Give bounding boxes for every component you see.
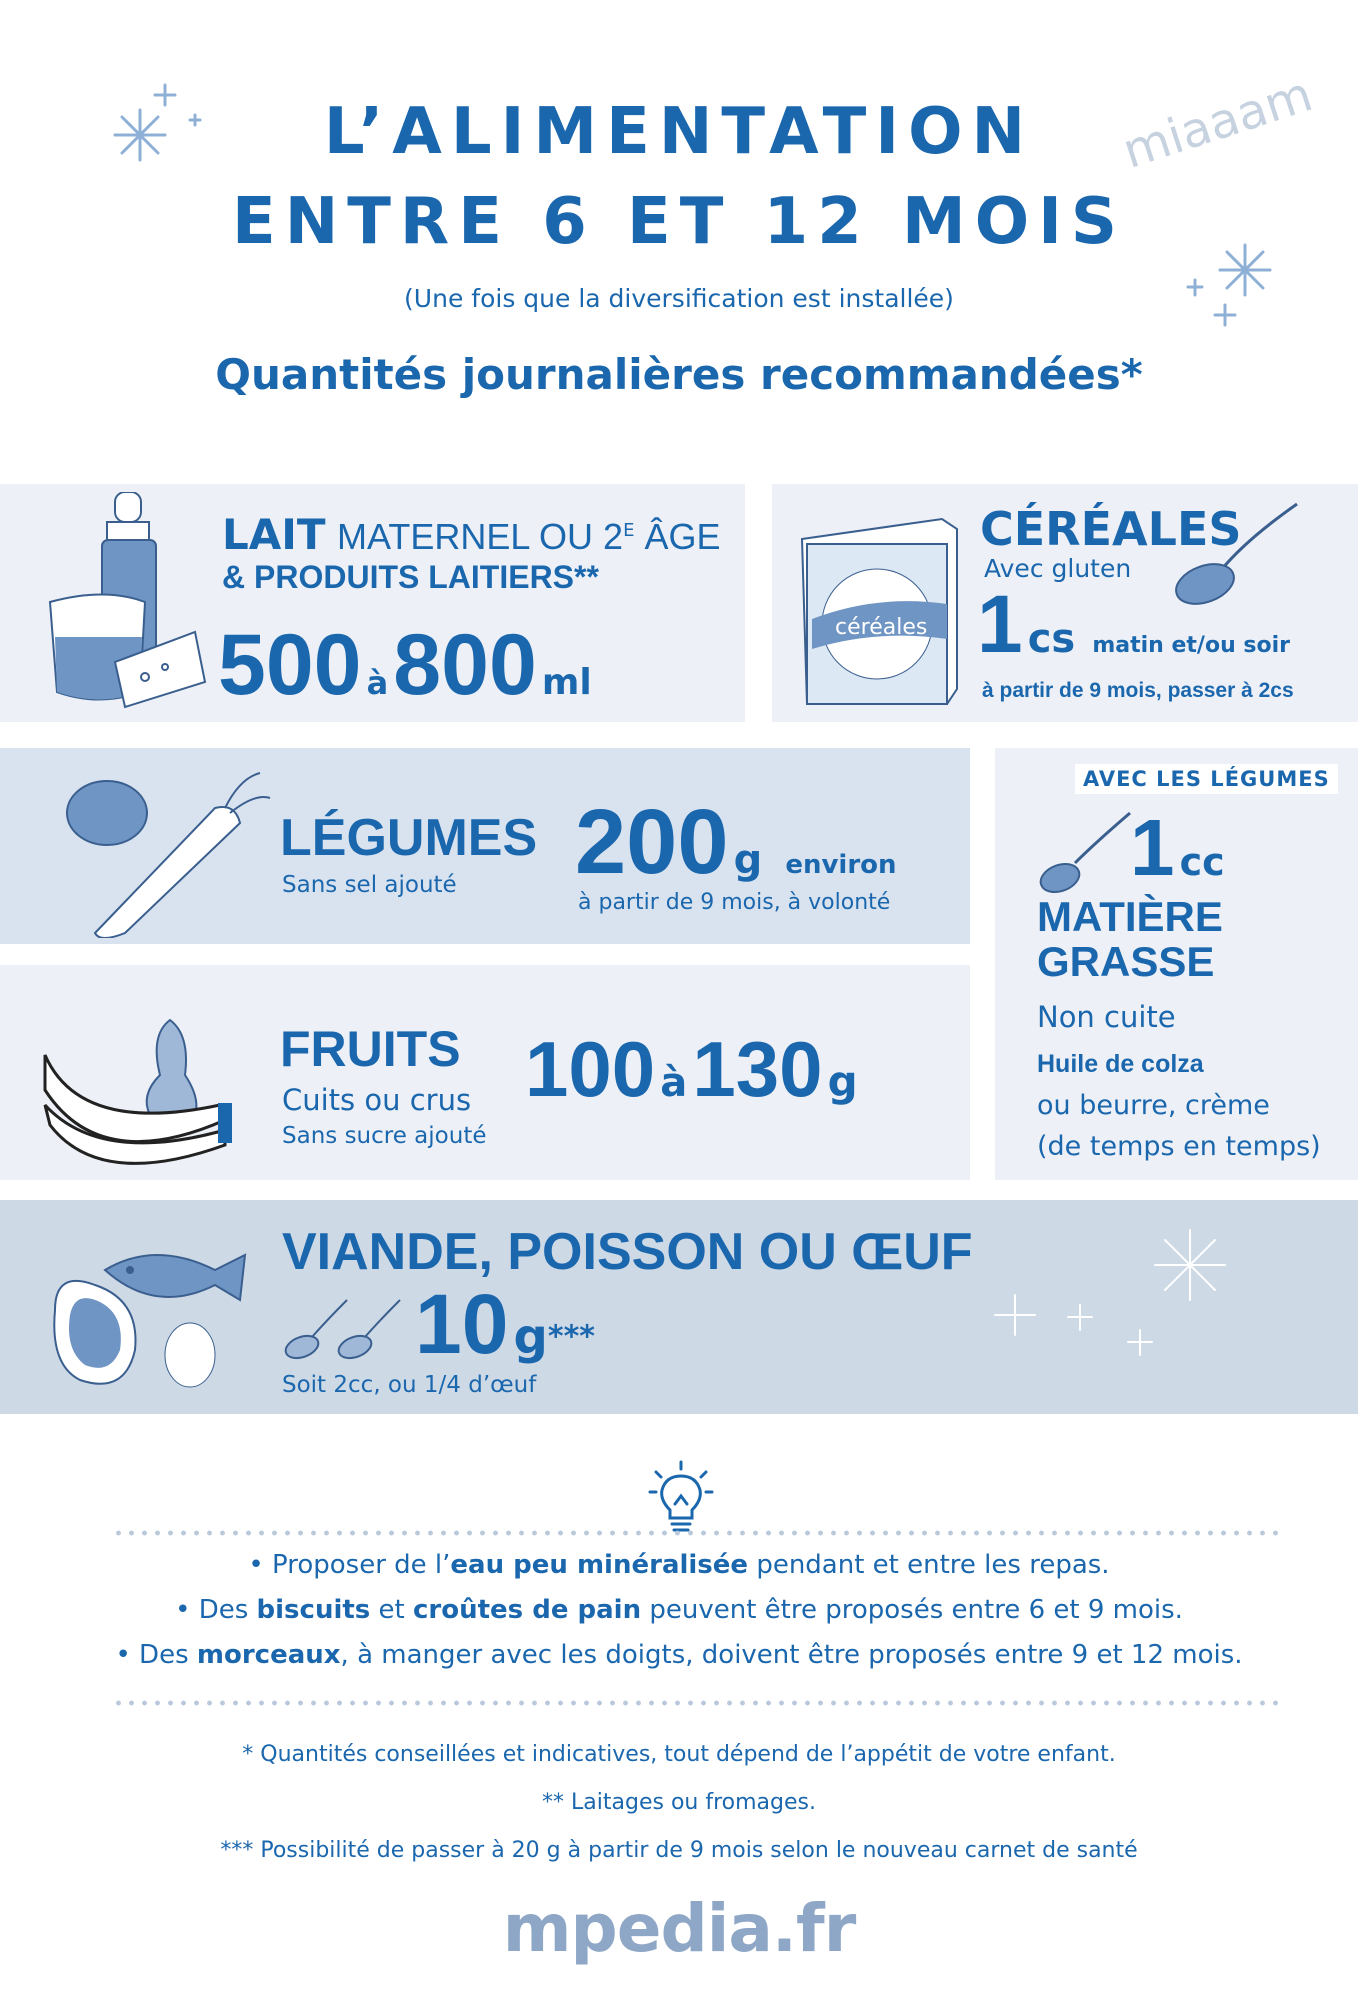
legumes-panel — [0, 748, 970, 944]
footnote-2: ** Laitages ou fromages. — [542, 1790, 816, 1815]
lait-quantity — [218, 617, 592, 713]
tip-3-pre: • Des — [115, 1640, 197, 1670]
carrot-tomato-icon — [65, 768, 275, 938]
cereales-unit: cs — [1027, 616, 1076, 662]
mpedia-logo[interactable]: mpedia.fr — [502, 1890, 856, 1967]
cereales-qty: 1 — [977, 579, 1023, 670]
viande-qty: 10 — [415, 1277, 509, 1371]
lait-label-sup: E — [623, 520, 635, 541]
tip-2-pre: • Des — [175, 1595, 257, 1625]
tip-2-bold2: croûtes de pain — [413, 1595, 642, 1625]
legumes-title: LÉGUMES — [280, 809, 538, 867]
tip-2-mid: et — [370, 1595, 414, 1625]
matiere-unit: cc — [1179, 840, 1225, 884]
cereales-when: matin et/ou soir — [1092, 633, 1290, 658]
tip-2-post: peuvent être proposés entre 6 et 9 mois. — [641, 1595, 1183, 1625]
fruits-quantity — [525, 1025, 858, 1113]
divider-bottom — [112, 1700, 1282, 1706]
section-heading: Quantités journalières recommandées* — [215, 350, 1143, 399]
matiere-line2: Huile de colza — [1037, 1050, 1204, 1078]
tip-3 — [0, 1640, 1358, 1670]
matiere-quantity — [1130, 803, 1225, 892]
viande-note: Soit 2cc, ou 1/4 d’œuf — [282, 1372, 537, 1398]
divider-top — [112, 1530, 1282, 1536]
matiere-title2: GRASSE — [1037, 938, 1215, 985]
footnote-3: *** Possibilité de passer à 20 g à partir de 9 mois selon le nouveau carnet de santé — [220, 1838, 1138, 1863]
tip-2 — [0, 1595, 1358, 1625]
matiere-qty: 1 — [1130, 803, 1175, 892]
matiere-line4: (de temps en temps) — [1037, 1131, 1321, 1162]
legumes-subtitle: Sans sel ajouté — [282, 872, 457, 898]
tip-1-bold: eau peu minéralisée — [450, 1550, 749, 1580]
legumes-unit: g — [733, 837, 763, 883]
baby-bottle-icon — [45, 492, 215, 712]
cereales-quantity — [977, 579, 1290, 670]
cereal-box-icon — [797, 509, 967, 709]
legumes-approx: environ — [785, 850, 897, 880]
legumes-qty: 200 — [575, 791, 729, 893]
spoon-icon — [1035, 808, 1135, 898]
lait-line2: & PRODUITS LAITIERS** — [222, 559, 599, 595]
meat-fish-egg-icon — [45, 1230, 255, 1390]
viande-panel — [0, 1200, 1358, 1414]
cereales-panel — [772, 484, 1358, 722]
tip-1-pre: • Proposer de l’ — [248, 1550, 451, 1580]
cereales-subtitle: Avec gluten — [984, 554, 1132, 583]
fruits-title: FRUITS — [280, 1021, 461, 1077]
viande-quantity — [415, 1277, 595, 1371]
lait-unit: ml — [541, 662, 592, 703]
lait-panel — [0, 484, 745, 722]
matiere-title1: MATIÈRE — [1037, 893, 1223, 940]
viande-title: VIANDE, POISSON OU ŒUF — [282, 1223, 973, 1281]
lait-label — [222, 510, 720, 559]
lait-to-word: à — [366, 664, 389, 702]
legumes-note: à partir de 9 mois, à volonté — [578, 890, 891, 915]
tip-1 — [0, 1550, 1358, 1580]
tip-3-post: , à manger avec les doigts, doivent être proposés entre 9 et 12 mois. — [340, 1640, 1243, 1670]
sparkle-icon — [990, 1220, 1230, 1360]
cereales-note: à partir de 9 mois, passer à 2cs — [982, 679, 1294, 702]
fruits-from: 100 — [525, 1025, 656, 1113]
lait-to: 800 — [393, 617, 537, 713]
fruits-sub2: Sans sucre ajouté — [282, 1123, 487, 1149]
viande-stars: *** — [547, 1319, 595, 1355]
lightbulb-icon — [648, 1460, 714, 1536]
lait-from: 500 — [218, 617, 362, 713]
matiere-panel — [995, 748, 1358, 1180]
page-title-line2: ENTRE 6 ET 12 MOIS — [231, 185, 1127, 259]
fruits-to-word: à — [660, 1060, 688, 1106]
cereal-box-label: céréales — [835, 615, 928, 640]
legumes-quantity — [575, 791, 897, 893]
viande-unit: g — [513, 1309, 548, 1365]
page-title-line1: L’ALIMENTATION — [323, 95, 1035, 169]
tip-2-bold: biscuits — [256, 1595, 371, 1625]
page-subtitle: (Une fois que la diversification est installée) — [404, 284, 954, 313]
banana-pear-icon — [40, 995, 240, 1165]
matiere-line1: Non cuite — [1037, 1000, 1176, 1034]
lait-label-rest2: ÂGE — [634, 516, 721, 557]
miaaam-text: miaaam — [1116, 66, 1319, 180]
fruits-sub1: Cuits ou crus — [282, 1083, 472, 1117]
tip-1-post: pendant et entre les repas. — [748, 1550, 1110, 1580]
fruits-panel — [0, 965, 970, 1180]
tip-3-bold: morceaux — [196, 1640, 341, 1670]
fruits-unit: g — [827, 1057, 858, 1106]
matiere-line3: ou beurre, crème — [1037, 1090, 1270, 1121]
footnote-1: * Quantités conseillées et indicatives, tout dépend de l’appétit de votre enfant. — [242, 1742, 1116, 1767]
spoons-icon — [282, 1295, 412, 1365]
cereales-title: CÉRÉALES — [980, 502, 1242, 556]
lait-label-rest: MATERNEL OU 2 — [337, 516, 624, 557]
fruits-to: 130 — [692, 1025, 823, 1113]
lait-label-bold: LAIT — [222, 510, 326, 559]
matiere-tag: AVEC LES LÉGUMES — [1075, 764, 1338, 794]
